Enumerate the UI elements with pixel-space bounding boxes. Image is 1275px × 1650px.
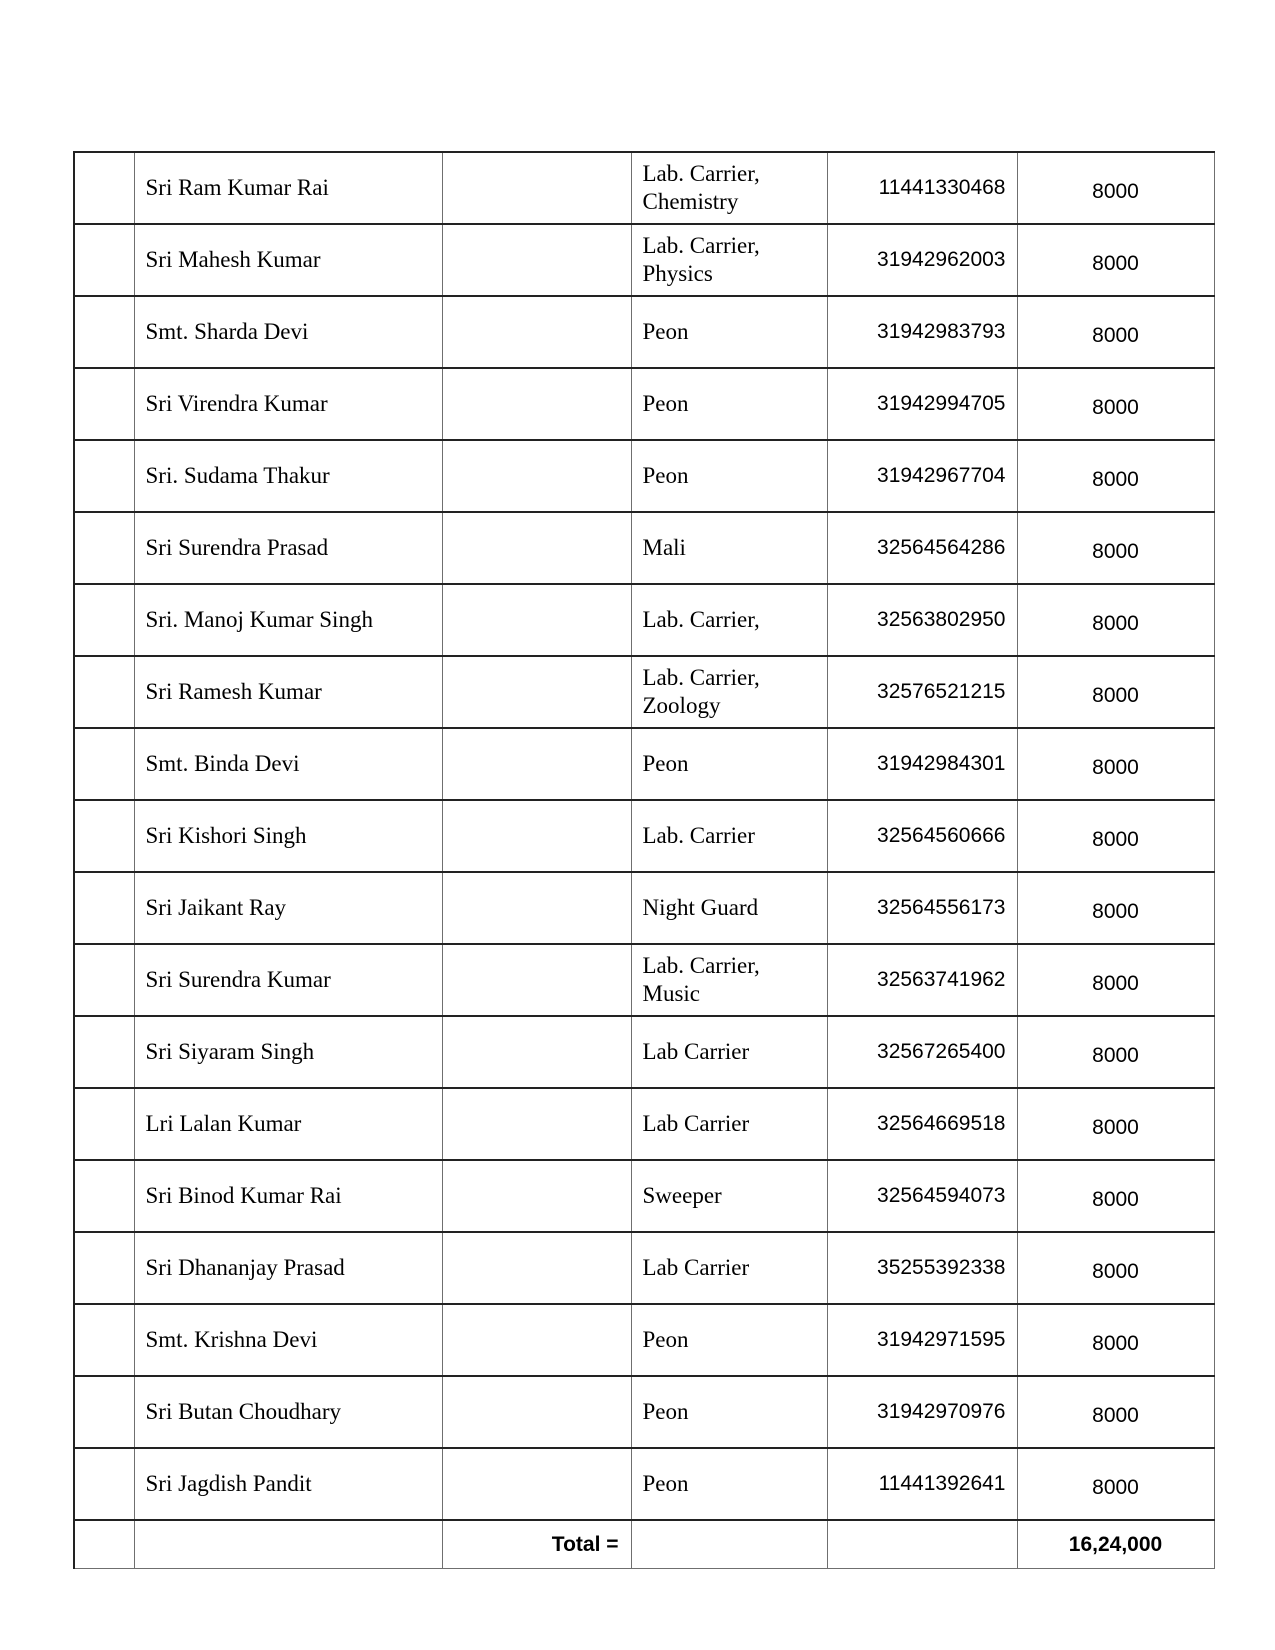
table-row xyxy=(74,1232,1214,1304)
serial-cell xyxy=(74,944,134,1016)
post-designation: Peon xyxy=(631,368,827,440)
table-row xyxy=(74,224,1214,296)
employee-name: Sri Mahesh Kumar xyxy=(134,224,442,296)
account-number: 32564560666 xyxy=(827,800,1017,872)
blank-cell xyxy=(442,1088,631,1160)
employee-name: Sri Binod Kumar Rai xyxy=(134,1160,442,1232)
employee-name: Sri Ramesh Kumar xyxy=(134,656,442,728)
serial-cell xyxy=(74,1160,134,1232)
post-designation: Peon xyxy=(631,1376,827,1448)
serial-cell xyxy=(74,224,134,296)
account-number: 32576521215 xyxy=(827,656,1017,728)
employee-name: Sri Siyaram Singh xyxy=(134,1016,442,1088)
account-number: 31942971595 xyxy=(827,1304,1017,1376)
post-designation: Lab. Carrier, Chemistry xyxy=(631,152,827,224)
account-number: 11441392641 xyxy=(827,1448,1017,1520)
serial-cell xyxy=(74,800,134,872)
employee-name: Sri. Sudama Thakur xyxy=(134,440,442,512)
account-number: 32563741962 xyxy=(827,944,1017,1016)
post-designation: Lab. Carrier, Physics xyxy=(631,224,827,296)
post-designation: Lab Carrier xyxy=(631,1016,827,1088)
table-row xyxy=(74,1304,1214,1376)
employee-name: Smt. Krishna Devi xyxy=(134,1304,442,1376)
amount: 8000 xyxy=(1017,1016,1214,1088)
account-number: 32563802950 xyxy=(827,584,1017,656)
total-account-cell xyxy=(827,1520,1017,1569)
account-number: 32564564286 xyxy=(827,512,1017,584)
post-designation: Peon xyxy=(631,1448,827,1520)
table-row xyxy=(74,656,1214,728)
table-row xyxy=(74,1016,1214,1088)
serial-cell xyxy=(74,440,134,512)
table-row xyxy=(74,1160,1214,1232)
post-designation: Lab. Carrier, xyxy=(631,584,827,656)
blank-cell xyxy=(442,800,631,872)
table-row xyxy=(74,584,1214,656)
blank-cell xyxy=(442,1160,631,1232)
table-row xyxy=(74,944,1214,1016)
serial-cell xyxy=(74,1232,134,1304)
employee-name: Sri. Manoj Kumar Singh xyxy=(134,584,442,656)
blank-cell xyxy=(442,728,631,800)
serial-cell xyxy=(74,1304,134,1376)
account-number: 32567265400 xyxy=(827,1016,1017,1088)
post-designation: Peon xyxy=(631,296,827,368)
serial-cell xyxy=(74,368,134,440)
amount: 8000 xyxy=(1017,800,1214,872)
post-designation: Peon xyxy=(631,1304,827,1376)
employee-name: Sri Dhananjay Prasad xyxy=(134,1232,442,1304)
amount: 8000 xyxy=(1017,1232,1214,1304)
blank-cell xyxy=(442,152,631,224)
account-number: 31942983793 xyxy=(827,296,1017,368)
account-number: 11441330468 xyxy=(827,152,1017,224)
blank-cell xyxy=(442,296,631,368)
post-designation: Lab. Carrier, Zoology xyxy=(631,656,827,728)
amount: 8000 xyxy=(1017,368,1214,440)
post-designation: Sweeper xyxy=(631,1160,827,1232)
table-row xyxy=(74,368,1214,440)
table-row xyxy=(74,728,1214,800)
serial-cell xyxy=(74,656,134,728)
serial-cell xyxy=(74,1088,134,1160)
amount: 8000 xyxy=(1017,1376,1214,1448)
account-number: 35255392338 xyxy=(827,1232,1017,1304)
table-row xyxy=(74,1376,1214,1448)
employee-name: Lri Lalan Kumar xyxy=(134,1088,442,1160)
account-number: 31942984301 xyxy=(827,728,1017,800)
post-designation: Lab. Carrier xyxy=(631,800,827,872)
employee-name: Sri Jaikant Ray xyxy=(134,872,442,944)
table-row xyxy=(74,296,1214,368)
blank-cell xyxy=(442,1016,631,1088)
total-sl-cell xyxy=(74,1520,134,1569)
blank-cell xyxy=(442,872,631,944)
employee-name: Sri Surendra Kumar xyxy=(134,944,442,1016)
post-designation: Mali xyxy=(631,512,827,584)
employee-name: Sri Ram Kumar Rai xyxy=(134,152,442,224)
table-body xyxy=(74,152,1214,1520)
post-designation: Lab Carrier xyxy=(631,1088,827,1160)
blank-cell xyxy=(442,1232,631,1304)
blank-cell xyxy=(442,1376,631,1448)
amount: 8000 xyxy=(1017,656,1214,728)
serial-cell xyxy=(74,872,134,944)
post-designation: Lab. Carrier, Music xyxy=(631,944,827,1016)
table-row xyxy=(74,872,1214,944)
total-post-cell xyxy=(631,1520,827,1569)
blank-cell xyxy=(442,1448,631,1520)
blank-cell xyxy=(442,584,631,656)
employee-name: Sri Virendra Kumar xyxy=(134,368,442,440)
table-row xyxy=(74,440,1214,512)
post-designation: Lab Carrier xyxy=(631,1232,827,1304)
account-number: 31942970976 xyxy=(827,1376,1017,1448)
serial-cell xyxy=(74,512,134,584)
account-number: 31942967704 xyxy=(827,440,1017,512)
blank-cell xyxy=(442,224,631,296)
blank-cell xyxy=(442,944,631,1016)
employee-name: Sri Kishori Singh xyxy=(134,800,442,872)
blank-cell xyxy=(442,656,631,728)
serial-cell xyxy=(74,152,134,224)
table-row xyxy=(74,1448,1214,1520)
table-row xyxy=(74,512,1214,584)
amount: 8000 xyxy=(1017,584,1214,656)
amount: 8000 xyxy=(1017,728,1214,800)
serial-cell xyxy=(74,1016,134,1088)
serial-cell xyxy=(74,728,134,800)
serial-cell xyxy=(74,1376,134,1448)
post-designation: Peon xyxy=(631,728,827,800)
blank-cell xyxy=(442,1304,631,1376)
employee-name: Sri Butan Choudhary xyxy=(134,1376,442,1448)
table-row xyxy=(74,1088,1214,1160)
total-amount: 16,24,000 xyxy=(1017,1520,1214,1569)
amount: 8000 xyxy=(1017,1160,1214,1232)
amount: 8000 xyxy=(1017,440,1214,512)
serial-cell xyxy=(74,296,134,368)
blank-cell xyxy=(442,512,631,584)
amount: 8000 xyxy=(1017,1448,1214,1520)
total-row xyxy=(74,1520,1214,1569)
serial-cell xyxy=(74,584,134,656)
post-designation: Peon xyxy=(631,440,827,512)
amount: 8000 xyxy=(1017,1304,1214,1376)
amount: 8000 xyxy=(1017,296,1214,368)
table-row xyxy=(74,152,1214,224)
total-label: Total = xyxy=(442,1520,631,1569)
amount: 8000 xyxy=(1017,512,1214,584)
staff-payment-table xyxy=(73,151,1215,1569)
account-number: 32564594073 xyxy=(827,1160,1017,1232)
blank-cell xyxy=(442,440,631,512)
employee-name: Smt. Sharda Devi xyxy=(134,296,442,368)
account-number: 31942962003 xyxy=(827,224,1017,296)
blank-cell xyxy=(442,368,631,440)
serial-cell xyxy=(74,1448,134,1520)
account-number: 31942994705 xyxy=(827,368,1017,440)
amount: 8000 xyxy=(1017,224,1214,296)
amount: 8000 xyxy=(1017,152,1214,224)
employee-name: Smt. Binda Devi xyxy=(134,728,442,800)
post-designation: Night Guard xyxy=(631,872,827,944)
account-number: 32564669518 xyxy=(827,1088,1017,1160)
employee-name: Sri Surendra Prasad xyxy=(134,512,442,584)
total-name-cell xyxy=(134,1520,442,1569)
amount: 8000 xyxy=(1017,872,1214,944)
amount: 8000 xyxy=(1017,1088,1214,1160)
employee-name: Sri Jagdish Pandit xyxy=(134,1448,442,1520)
table-row xyxy=(74,800,1214,872)
account-number: 32564556173 xyxy=(827,872,1017,944)
amount: 8000 xyxy=(1017,944,1214,1016)
